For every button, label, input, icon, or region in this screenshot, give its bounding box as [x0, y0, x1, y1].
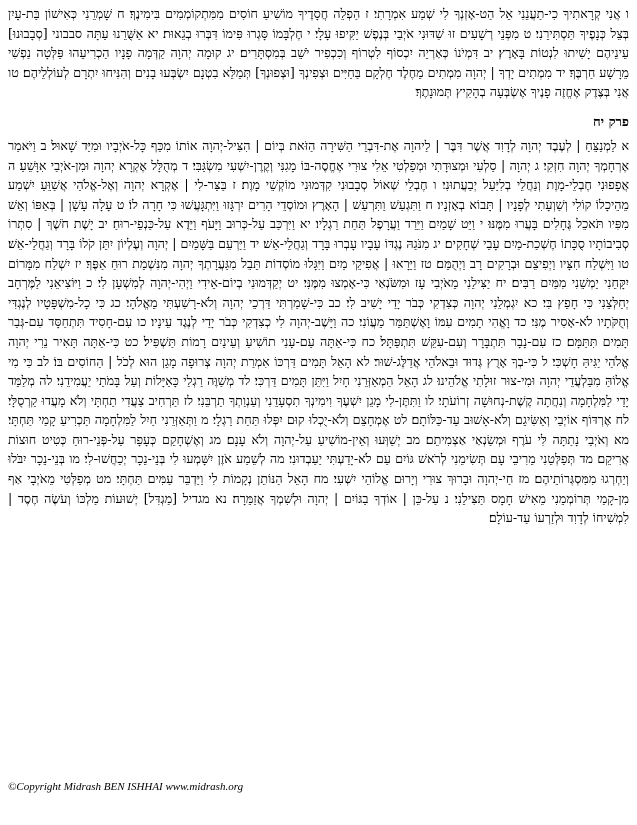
psalm-17-continuation: ו אֲנִי קְרָאתִיךָ כִי-תַעֲנֵנִי אֵל הַט-אָזְנְךָ לִי שְׁמַע אִמְרָתִי׃ ז הַפְלֵה חֲסָדֶיךָ מוֹשִׁיעַ חוֹסִים מִמִּתְקוֹמְמִים בִּימִינֶךָ׃ ח שָׁמְרֵנִי כְּאִישׁוֹן בַּת-עָיִן בְּצֵל כְּנָפֶיךָ תַּסְתִּירֵנִי׃ ט מִפְּנֵי רְשָׁעִים זוּ שַׁדּוּנִי אֹיְבַי בְּנֶפֶשׁ יַקִּיפוּ עָלָי׃ י חֶלְבָּמוֹ סָּגְרוּ פִּימוֹ דִּבְּרוּ בְגֵאוּת׃ יא אַשֻּׁרֵנוּ עַתָּה סבבוני [סְבָבוּנוּ] עֵינֵיהֶם יָשִׁיתוּ לִנְטוֹת בָּאָרֶץ׃ יב דִּמְיֹנוֹ כְּאַרְיֵה יִכְסוֹף לִטְרוֹף וְכִכְפִיר יֹשֵׁב בְּמִסְתָּרִים׃ יג קוּמָה יְהוָה קַדְּמָה פָנָיו הַכְרִיעֵהוּ פַּלְּטָה נַפְשִׁי מֵרָשָׁע חַרְבֶּךָ׃ יד מִמְתִים יָדְךָ | יְהוָה מִמְתִים מֵחֶלֶד חֶלְקָם בַּחַיִּים וּצְפִינְךָ [וּצְפוּנְךָ] תְּמַלֵּא בִטְנָם יִשְׂבְּעוּ בָנִים וְהִנִּיחוּ יִתְרָם לְעוֹלְלֵיהֶם׃ טו אֲנִי בְּצֶדֶק אֶחֱזֶה פָנֶיךָ אֶשְׂבְּעָה בְהָקִיץ תְּמוּנָתֶךָ׃ — [8, 6, 629, 100]
document-body — [8, 4, 629, 528]
psalm-18-text: א לַמְנַצֵּחַ | לְעֶבֶד יְהוָה לְדָוִד אֲשֶׁר דִּבֶּר | לַיהוָה אֶת-דִּבְרֵי הַשִּׁירָה הַזֹּאת בְּיוֹם | הִצִּיל-יְהוָה אוֹתוֹ מִכַּף כָּל-אֹיְבָיו וּמִיַּד שָׁאוּל׃ ב וַיֹּאמַר אֶרְחָמְךָ יְהוָה חִזְקִי׃ ג יְהוָה | סַלְעִי וּמְצוּדָתִי וּמְפַלְטִי אֵלִי צוּרִי אֶחֱסֶה-בּוֹ מָגִנִּי וְקֶרֶן-יִשְׁעִי מִשְׂגַּבִּי׃ ד מְהֻלָּל אֶקְרָא יְהוָה וּמִן-אֹיְבַי אִוָּשֵׁעַ׃ ה אֲפָפוּנִי חֶבְלֵי-מָוֶת וְנַחֲלֵי בְלִיַּעַל יְבַעֲתוּנִי׃ ו חֶבְלֵי שְׁאוֹל סְבָבוּנִי קִדְּמוּנִי מוֹקְשֵׁי מָוֶת׃ ז בַּצַּר-לִי | אֶקְרָא יְהוָה וְאֶל-אֱלֹהַי אֲשַׁוֵּעַ יִשְׁמַע מֵהֵיכָלוֹ קוֹלִי וְשַׁוְעָתִי לְפָנָיו | תָּבוֹא בְאָזְנָיו׃ ח וַתִּגְעַשׁ וַתִּרְעַשׁ | הָאָרֶץ וּמוֹסְדֵי הָרִים יִרְגָּזוּ וַיִּתְגָּעֲשׁוּ כִּי חָרָה לוֹ׃ ט עָלָה עָשָׁן | בְּאַפּוֹ וְאֵשׁ מִפִּיו תֹּאכֵל גֶּחָלִים בָּעֲרוּ מִמֶּנּוּ׃ י וַיֵּט שָׁמַיִם וַיֵּרַד וַעֲרָפֶל תַּחַת רַגְלָיו׃ יא וַיִּרְכַּב עַל-כְּרוּב וַיָּעֹף וַיֵּדֶא עַל-כַּנְפֵי-רוּחַ׃ יב יָשֶׁת חֹשֶׁךְ | סִתְרוֹ סְבִיבוֹתָיו סֻכָּתוֹ חֶשְׁכַת-מַיִם עָבֵי שְׁחָקִים׃ יג מִנֹּגַהּ נֶגְדּוֹ עָבָיו עָבְרוּ בָּרָד וְגַחֲלֵי-אֵשׁ׃ יד וַיַּרְעֵם בַּשָּׁמַיִם | יְהוָה וְעֶלְיוֹן יִתֵּן קֹלוֹ בָּרָד וְגַחֲלֵי-אֵשׁ׃ טו וַיִּשְׁלַח חִצָּיו וַיְפִיצֵם וּבְרָקִים רָב וַיְהֻמֵּם׃ טז וַיֵּרָאוּ | אֲפִיקֵי מַיִם וַיִּגָּלוּ מוֹסְדוֹת תֵּבֵל מִגַּעֲרָתְךָ יְהוָה מִנִּשְׁמַת רוּחַ אַפֶּךָ׃ יז יִשְׁלַח מִמָּרוֹם יִקָּחֵנִי יַמְשֵׁנִי מִמַּיִם רַבִּים׃ יח יַצִּילֵנִי מֵאֹיְבִי עָז וּמִשֹּׂנְאַי כִּי-אָמְצוּ מִמֶּנִּי׃ יט יְקַדְּמוּנִי בְיוֹם-אֵידִי וַיְהִי-יְהוָה לְמִשְׁעָן לִי׃ כ וַיּוֹצִיאֵנִי לַמֶּרְחָב יְחַלְּצֵנִי כִּי חָפֵץ בִּי׃ כא יִגְמְלֵנִי יְהוָה כְּצִדְקִי כְּבֹר יָדַי יָשִׁיב לִי׃ כב כִּי-שָׁמַרְתִּי דַּרְכֵי יְהוָה וְלֹא-רָשַׁעְתִּי מֵאֱלֹהָי׃ כג כִּי כָל-מִשְׁפָּטָיו לְנֶגְדִּי וְחֻקֹּתָיו לֹא-אָסִיר מֶנִּי׃ כד וָאֱהִי תָמִים עִמּוֹ וָאֶשְׁתַּמֵּר מֵעֲוֹנִי׃ כה וַיָּשֶׁב-יְהוָה לִי כְצִדְקִי כְּבֹר יָדַי לְנֶגֶד עֵינָיו׃ כו עִם-חָסִיד תִּתְחַסָּד עִם-גְּבַר תָּמִים תִּתַּמָּם׃ כז עִם-נָבָר תִּתְבָּרָר וְעִם-עִקֵּשׁ תִּתְפַּתָּל׃ כח כִּי-אַתָּה עַם-עָנִי תוֹשִׁיעַ וְעֵינַיִם רָמוֹת תַּשְׁפִּיל׃ כט כִּי-אַתָּה תָּאִיר נֵרִי יְהוָה אֱלֹהַי יַגִּיהַּ חָשְׁכִּי׃ ל כִּי-בְךָ אָרֻץ גְּדוּד וּבֵאלֹהַי אֲדַלֶּג-שׁוּר׃ לא הָאֵל תָּמִים דַּרְכּוֹ אִמְרַת יְהוָה צְרוּפָה מָגֵן הוּא לְכֹל | הַחוֹסִים בּוֹ׃ לב כִּי מִי אֱלוֹהַּ מִבַּלְעֲדֵי יְהוָה וּמִי-צוּר זוּלָתִי אֱלֹהֵינוּ׃ לג הָאֵל הַמְאַזְּרֵנִי חָיִל וַיִּתֵּן תָּמִים דַּרְכִּי׃ לד מְשַׁוֶּה רַגְלַי כָּאַיָּלוֹת וְעַל בָּמֹתַי יַעֲמִידֵנִי׃ לה מְלַמֵּד יָדַי לַמִּלְחָמָה וְנִחֲתָה קֶשֶׁת-נְחוּשָׁה זְרוֹעֹתָי׃ לו וַתִּתֶּן-לִי מָגֵן יִשְׁעֶךָ וִימִינְךָ תִסְעָדֵנִי וְעַנְוַתְךָ תַרְבֵּנִי׃ לז תַּרְחִיב צַעֲדִי תַחְתָּי וְלֹא מָעֲדוּ קַרְסֻלָּי׃ לח אֶרְדּוֹף אוֹיְבַי וְאַשִּׂיגֵם וְלֹא-אָשׁוּב עַד-כַּלּוֹתָם׃ לט אֶמְחָצֵם וְלֹא-יֻכְלוּ קוּם יִפְּלוּ תַּחַת רַגְלָי׃ מ וַתְּאַזְּרֵנִי חַיִל לַמִּלְחָמָה תַּכְרִיעַ קָמַי תַּחְתָּי׃ מא וְאֹיְבַי נָתַתָּה לִּי עֹרֶף וּמְשַׂנְאַי אַצְמִיתֵם׃ מב יְשַׁוְּעוּ וְאֵין-מוֹשִׁיעַ עַל-יְהוָה וְלֹא עָנָם׃ מג וְאֶשְׁחָקֵם כְּעָפָר עַל-פְּנֵי-רוּחַ כְּטִיט חוּצוֹת אֲרִיקֵם׃ מד תְּפַלְּטֵנִי מֵרִיבֵי עָם תְּשִׂימֵנִי לְרֹאשׁ גּוֹיִם עַם לֹא-יָדַעְתִּי יַעַבְדוּנִי׃ מה לְשֵׁמַע אֹזֶן יִשָּׁמְעוּ לִי בְּנֵי-נֵכָר יְכַחֲשׁוּ-לִי׃ מו בְּנֵי-נֵכָר יִבֹּלוּ וְיַחְרְגוּ מִמִּסְגְּרוֹתֵיהֶם׃ מז חַי-יְהוָה וּבָרוּךְ צוּרִי וְיָרוּם אֱלוֹהֵי יִשְׁעִי׃ מח הָאֵל הַנּוֹתֵן נְקָמוֹת לִי וַיַּדְבֵּר עַמִּים תַּחְתָּי׃ מט מְפַלְּטִי מֵאֹיְבָי אַף מִן-קָמַי תְּרוֹמְמֵנִי מֵאִישׁ חָמָס תַּצִּילֵנִי׃ נ עַל-כֵּן | אוֹדְךָ בַגּוֹיִם | יְהוָה וּלְשִׁמְךָ אֲזַמֵּרָה׃ נא מגדיל [מַגְדִּל] יְשׁוּעוֹת מַלְכּוֹ וְעֹשֶׂה חֶסֶד | לִמְשִׁיחוֹ לְדָוִד וּלְזַרְעוֹ עַד-עוֹלָם׃ — [8, 137, 629, 526]
chapter-heading: פרק יח — [592, 114, 629, 130]
copyright-footer: ©Copyright Midrash BEN ISHHAI www.midrash.org — [8, 781, 244, 793]
